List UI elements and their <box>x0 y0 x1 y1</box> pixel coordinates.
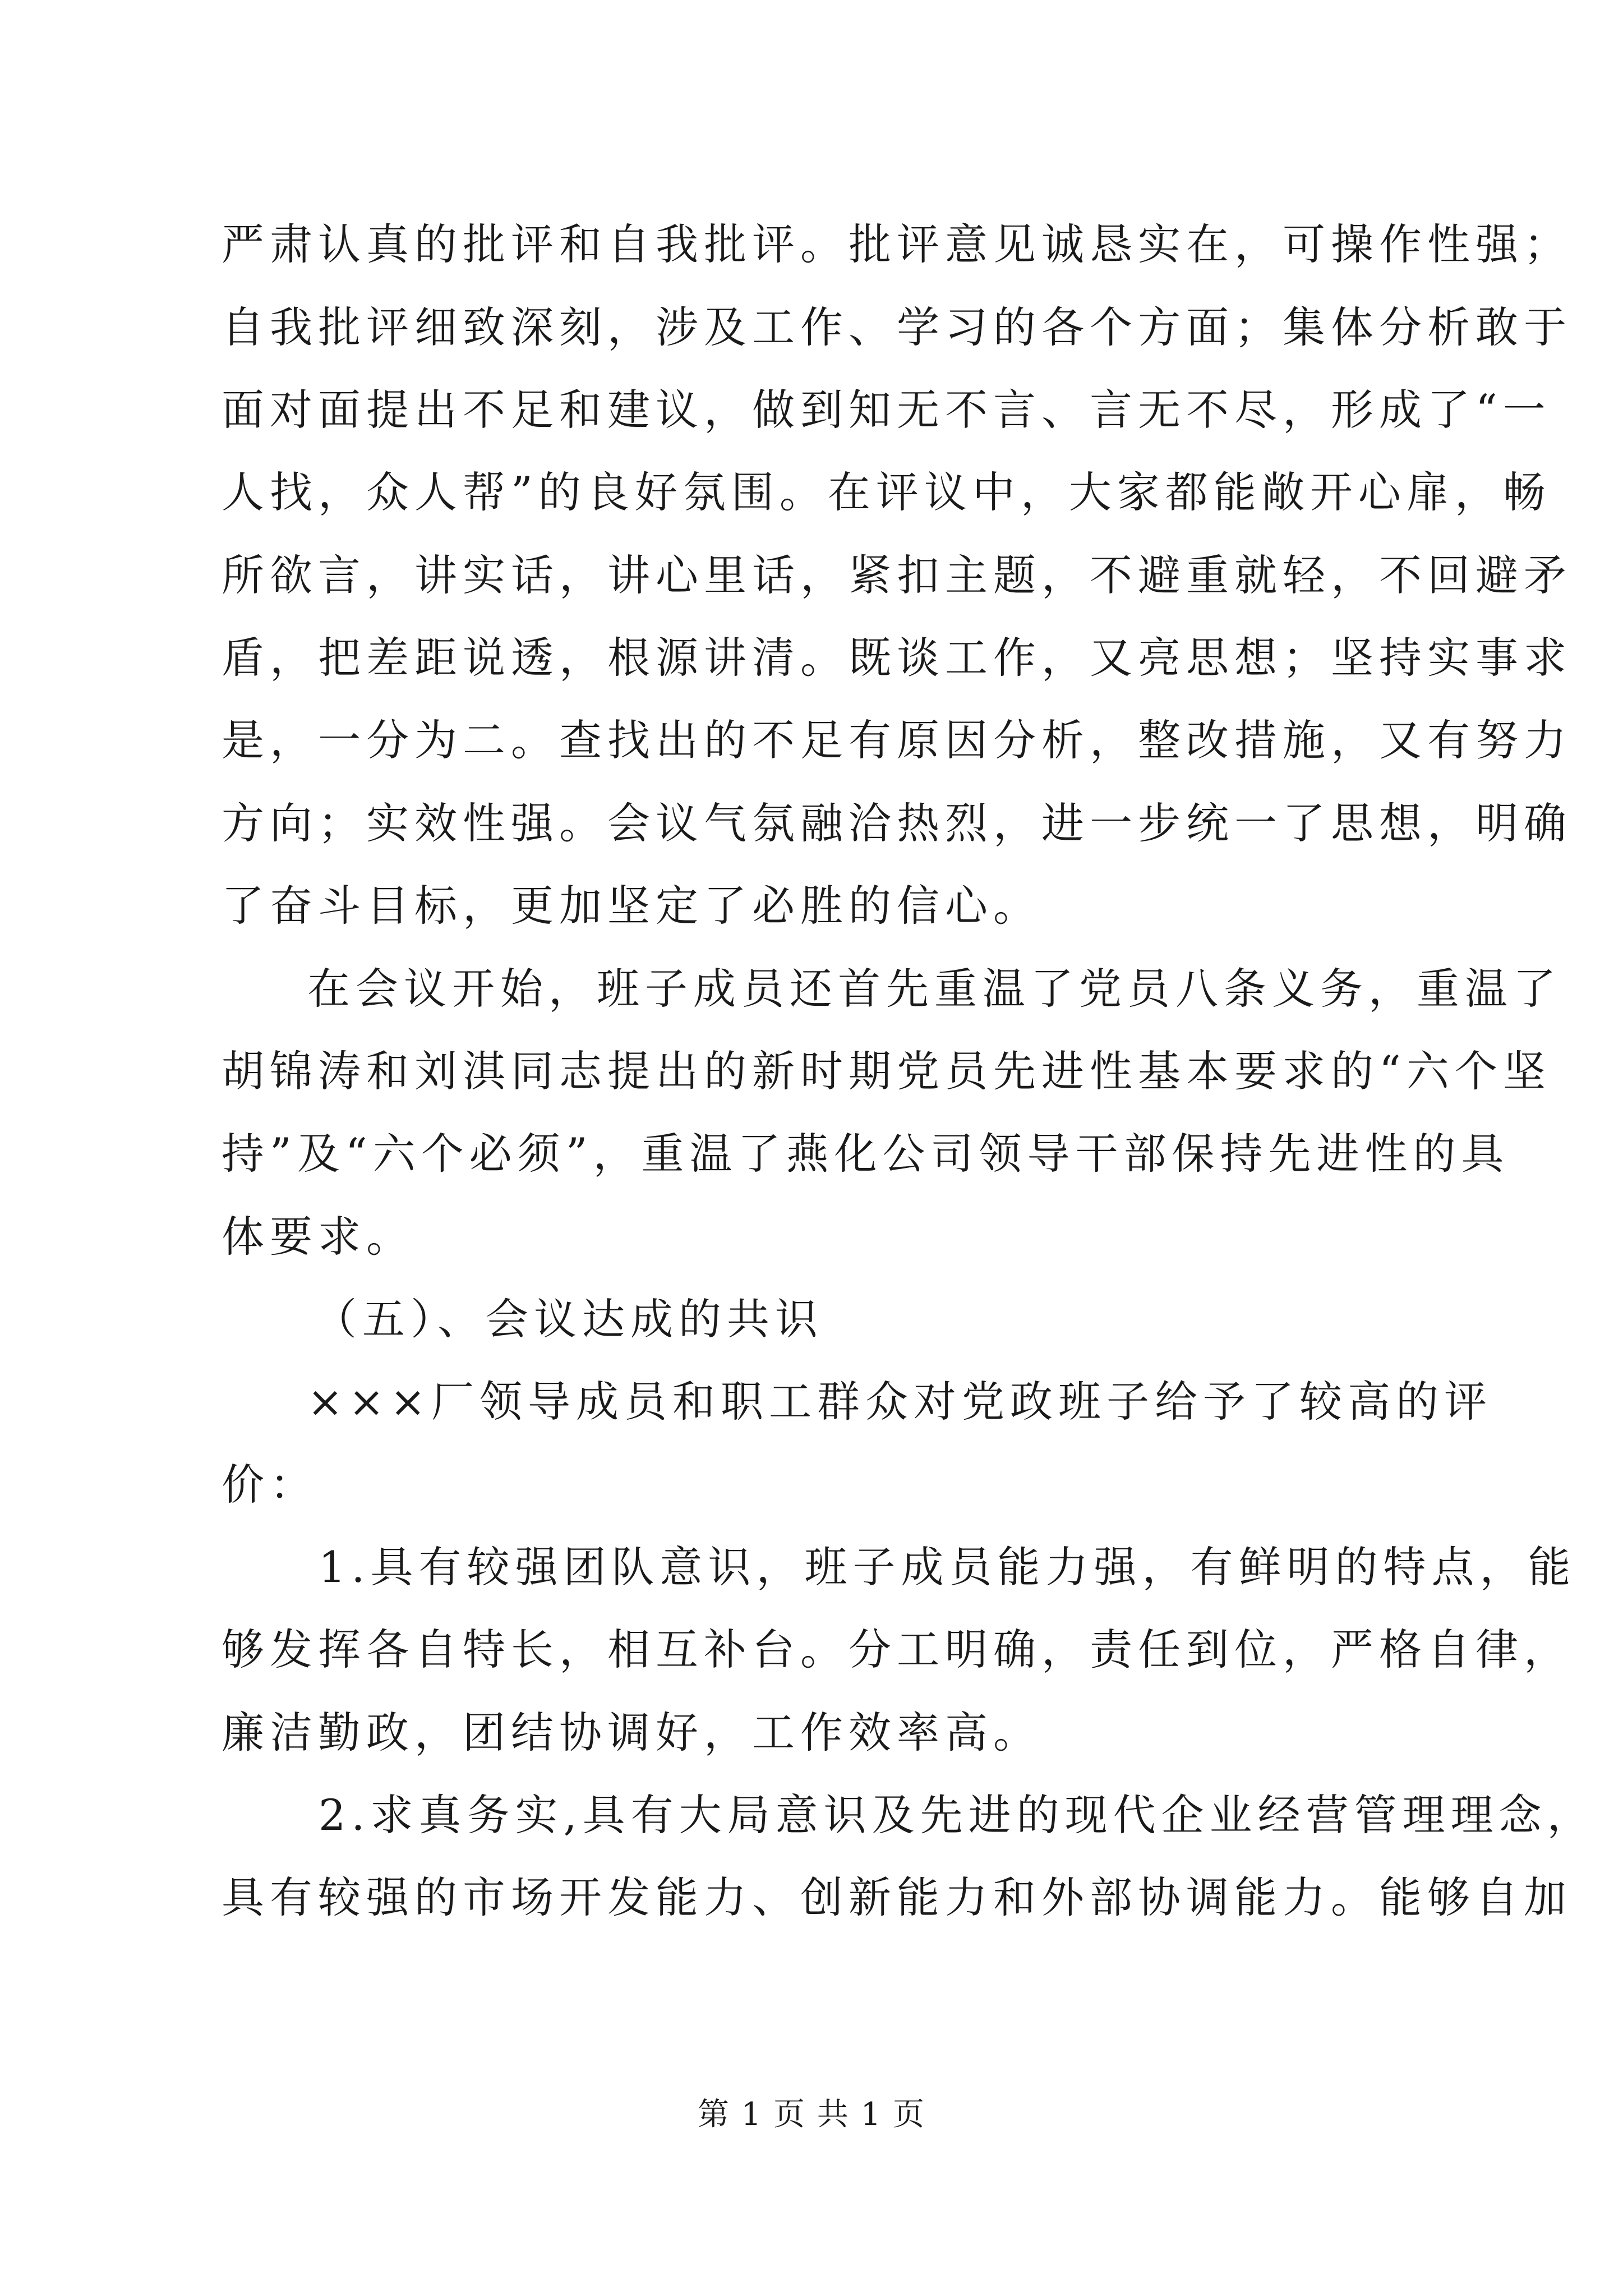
section-heading: （五）、会议达成的共识 <box>314 1294 823 1344</box>
body-line: 价： <box>222 1460 318 1510</box>
list-item-first-line: 1.具有较强团队意识，班子成员能力强，有鲜明的特点，能 <box>319 1542 1576 1592</box>
body-line: 体要求。 <box>222 1212 414 1262</box>
paragraph-first-line: 在会议开始，班子成员还首先重温了党员八条义务，重温了 <box>307 964 1561 1014</box>
body-line: 廉洁勤政，团结协调好，工作效率高。 <box>222 1708 1041 1757</box>
body-line: 严肃认真的批评和自我批评。批评意见诚恳实在，可操作性强； <box>222 219 1572 269</box>
body-line: 具有较强的市场开发能力、创新能力和外部协调能力。能够自加 <box>222 1872 1572 1922</box>
body-line: 自我批评细致深刻，涉及工作、学习的各个方面；集体分析敢于 <box>222 302 1572 352</box>
body-line: 人找，众人帮”的良好氛围。在评议中，大家都能敞开心扉，畅 <box>222 467 1551 517</box>
body-line: 是，一分为二。查找出的不足有原因分析，整改措施，又有努力 <box>222 715 1572 765</box>
page-footer: 第 1 页 共 1 页 <box>697 2096 926 2133</box>
body-line: 够发挥各自特长，相互补台。分工明确，责任到位，严格自律， <box>222 1625 1572 1674</box>
body-line: 方向；实效性强。会议气氛融洽热烈，进一步统一了思想，明确 <box>222 798 1572 848</box>
body-line: 面对面提出不足和建议，做到知无不言、言无不尽，形成了“一 <box>222 385 1551 435</box>
body-line: 持”及“六个必须”，重温了燕化公司领导干部保持先进性的具 <box>222 1129 1510 1179</box>
paragraph-first-line: ×××厂领导成员和职工群众对党政班子给予了较高的评 <box>307 1377 1493 1427</box>
body-line: 盾，把差距说透，根源讲清。既谈工作，又亮思想；坚持实事求 <box>222 633 1572 683</box>
body-line: 了奋斗目标，更加坚定了必胜的信心。 <box>222 881 1041 931</box>
body-line: 所欲言，讲实话，讲心里话，紧扣主题，不避重就轻，不回避矛 <box>222 550 1572 600</box>
body-line: 胡锦涛和刘淇同志提出的新时期党员先进性基本要求的“六个坚 <box>222 1046 1551 1096</box>
list-item-first-line: 2.求真务实,具有大局意识及先进的现代企业经营管理理念， <box>319 1790 1596 1840</box>
